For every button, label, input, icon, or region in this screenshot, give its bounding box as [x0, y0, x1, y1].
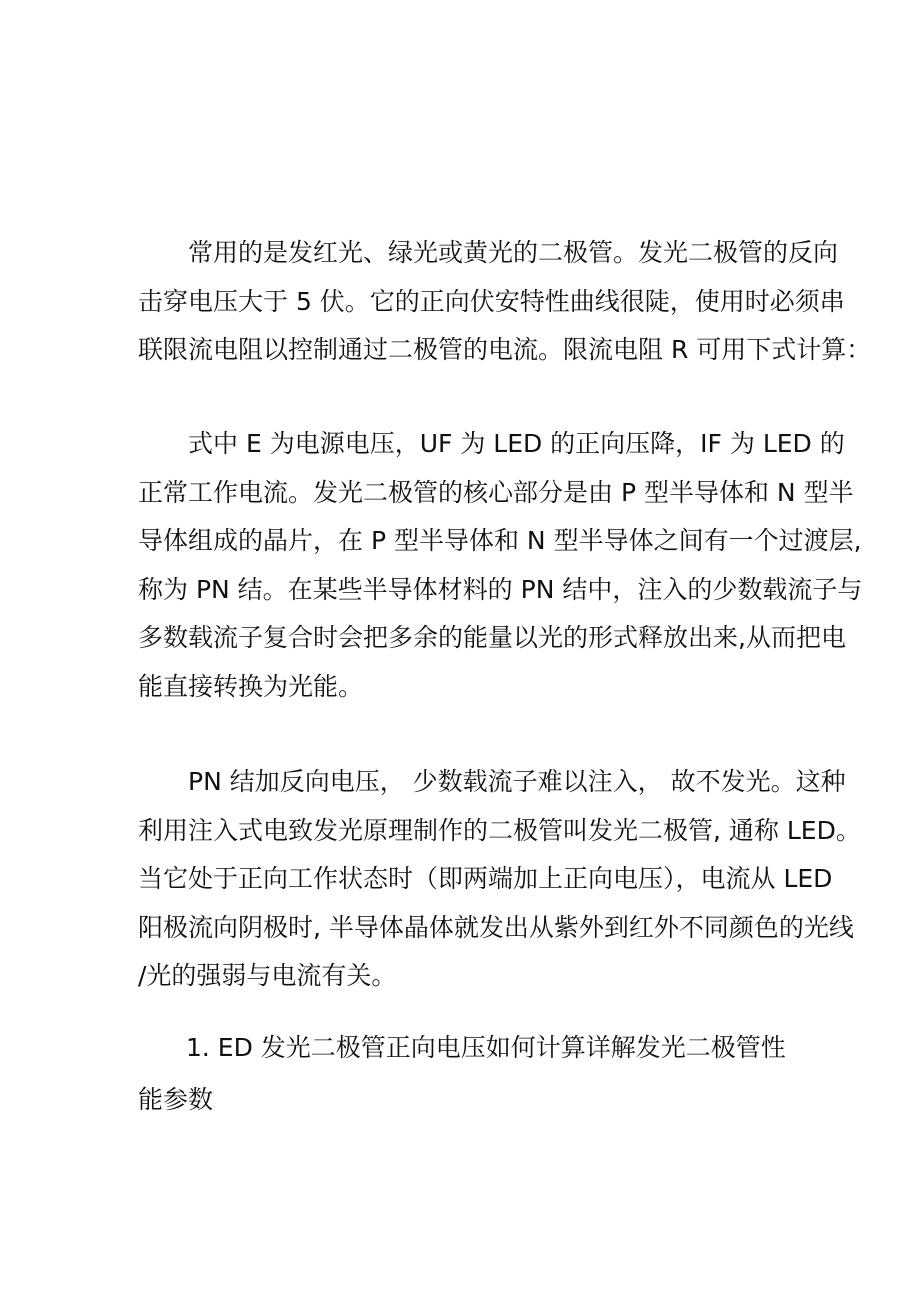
- paragraph-2-line-3: 导体组成的晶片，在 P 型半导体和 N 型半导体之间有一个过渡层,: [138, 526, 862, 555]
- paragraph-1-line-1: 常用的是发红光、绿光或黄光的二极管。发光二极管的反向: [188, 238, 839, 267]
- paragraph-3-line-1: PN 结加反向电压， 少数载流子难以注入， 故不发光。这种: [188, 767, 846, 796]
- paragraph-1-line-2: 击穿电压大于 5 伏。它的正向伏安特性曲线很陡，使用时必须串: [138, 287, 845, 316]
- paragraph-2-line-6: 能直接转换为光能。: [138, 672, 364, 701]
- section-heading-line-2: 能参数: [138, 1085, 214, 1114]
- paragraph-2-line-2: 正常工作电流。发光二极管的核心部分是由 P 型半导体和 N 型半: [138, 478, 854, 507]
- section-heading-line-1: 1. ED 发光二极管正向电压如何计算详解发光二极管性: [186, 1033, 786, 1062]
- paragraph-1-line-3: 联限流电阻以控制通过二极管的电流。限流电阻 R 可用下式计算：: [138, 335, 872, 364]
- paragraph-3-line-3: 当它处于正向工作状态时（即两端加上正向电压），电流从 LED: [138, 864, 833, 893]
- paragraph-2-line-1: 式中 E 为电源电压，UF 为 LED 的正向压降，IF 为 LED 的: [188, 429, 845, 458]
- paragraph-3-line-2: 利用注入式电致发光原理制作的二极管叫发光二极管, 通称 LED。: [138, 816, 861, 845]
- paragraph-3-line-4: 阳极流向阴极时, 半导体晶体就发出从紫外到红外不同颜色的光线: [138, 913, 854, 942]
- paragraph-2-line-4: 称为 PN 结。在某些半导体材料的 PN 结中，注入的少数载流子与: [138, 575, 863, 604]
- paragraph-3-line-5: /光的强弱与电流有关。: [138, 961, 397, 990]
- paragraph-2-line-5: 多数载流子复合时会把多余的能量以光的形式释放出来,从而把电: [138, 623, 846, 652]
